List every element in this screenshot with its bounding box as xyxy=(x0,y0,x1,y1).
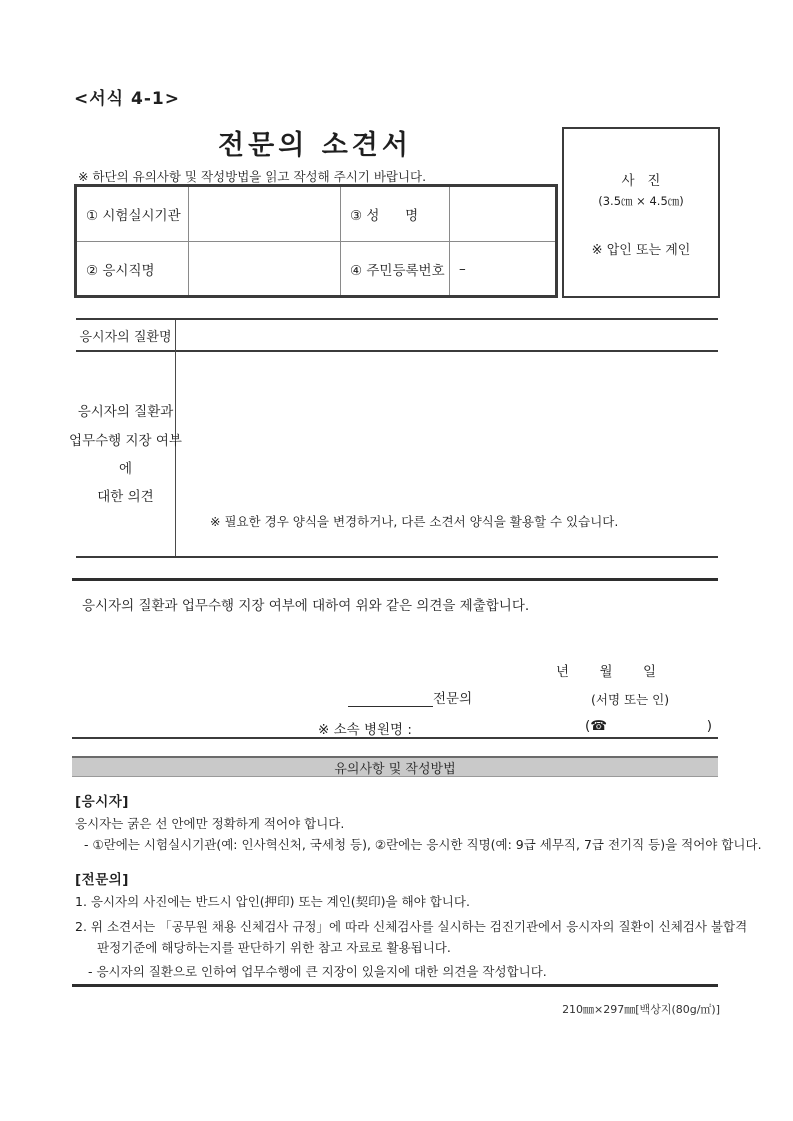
phone-icon: (☎ xyxy=(585,718,608,734)
doctor-guide-heading: [전문의] xyxy=(75,872,129,888)
field-label-exam-agency: ① 시험실시기관 xyxy=(86,208,181,224)
phone-close-paren: ) xyxy=(706,718,712,734)
specialist-signature-row xyxy=(348,687,472,707)
disease-name-label: 응시자의 질환명 xyxy=(79,329,172,345)
doctor-guide-line2b: 판정기준에 해당하는지를 판단하기 위한 참고 자료로 활용됩니다. xyxy=(97,940,451,955)
field-label-position: ② 응시직명 xyxy=(77,241,188,295)
field-label-name: ③ 성 명 xyxy=(340,187,449,241)
photo-box-title: 사 진 xyxy=(621,173,661,189)
divider-above-banner xyxy=(72,737,718,739)
field-value-exam-agency[interactable] xyxy=(188,187,340,241)
form-code: <서식 4-1> xyxy=(74,89,180,109)
opinion-label-line2: 업무수행 지장 여부에 xyxy=(69,432,182,477)
hospital-phone-field[interactable] xyxy=(585,718,712,734)
applicant-guide-line2: - ①란에는 시험실시기관(예: 인사혁신처, 국세청 등), ②란에는 응시한 직명(예: 9급 세무직, 7급 전기직 등)을 적어야 합니다. xyxy=(84,837,762,852)
date-month-label: 월 xyxy=(599,664,613,680)
applicant-info-table xyxy=(74,184,558,298)
doctor-guide-line2a: 2. 위 소견서는 「공무원 채용 신체검사 규정」에 따라 신체검사를 실시하는 검진기관에서 응시자의 질환이 신체검사 불합격 xyxy=(75,919,748,934)
opinion-format-note: ※ 필요한 경우 양식을 변경하거나, 다른 소견서 양식을 활용할 수 있습니다. xyxy=(210,514,619,529)
declaration-statement: 응시자의 질환과 업무수행 지장 여부에 대하여 위와 같은 의견을 제출합니다. xyxy=(82,598,530,614)
photo-box-size: (3.5㎝ × 4.5㎝) xyxy=(598,194,684,208)
guide-banner: 유의사항 및 작성방법 xyxy=(72,756,718,777)
photo-box-stamp-note: ※ 압인 또는 계인 xyxy=(591,243,691,258)
opinion-label-line3: 대한 의견 xyxy=(97,489,154,506)
header-instruction: ※ 하단의 유의사항 및 작성방법을 읽고 작성해 주시기 바랍니다. xyxy=(78,169,427,184)
field-label-resident-number: ④ 주민등록번호 xyxy=(340,241,449,295)
hospital-name-label: ※ 소속 병원명 : xyxy=(318,722,412,738)
doctor-guide-line1: 1. 응시자의 사진에는 반드시 압인(押印) 또는 계인(契印)을 해야 합니다. xyxy=(75,894,470,909)
bottom-divider xyxy=(72,984,718,987)
paper-spec-footer: 210㎜×297㎜[백상지(80g/㎡)] xyxy=(562,1003,720,1016)
date-year-label: 년 xyxy=(556,664,570,680)
doctor-guide-line3: - 응시자의 질환으로 인하여 업무수행에 큰 지장이 있을지에 대한 의견을 작성합니다. xyxy=(88,964,547,979)
date-line xyxy=(556,660,656,680)
opinion-table xyxy=(69,318,718,558)
specialist-name-line[interactable] xyxy=(348,690,433,707)
date-day-label: 일 xyxy=(642,664,656,680)
photo-box xyxy=(562,127,720,298)
field-value-resident-number[interactable]: – xyxy=(449,241,555,295)
signature-or-seal-note: (서명 또는 인) xyxy=(591,692,670,707)
field-value-name[interactable] xyxy=(449,187,555,241)
field-value-position[interactable] xyxy=(188,241,340,295)
disease-name-field[interactable] xyxy=(177,320,716,350)
page-title: 전문의 소견서 xyxy=(218,130,412,161)
opinion-label-line1: 응시자의 질환과 xyxy=(77,404,174,421)
applicant-guide-line1: 응시자는 굵은 선 안에만 정확하게 적어야 합니다. xyxy=(75,816,345,831)
divider-above-statement xyxy=(72,578,718,581)
specialist-label: 전문의 xyxy=(433,691,473,707)
opinion-label xyxy=(64,352,187,558)
applicant-guide-heading: [응시자] xyxy=(75,794,129,810)
